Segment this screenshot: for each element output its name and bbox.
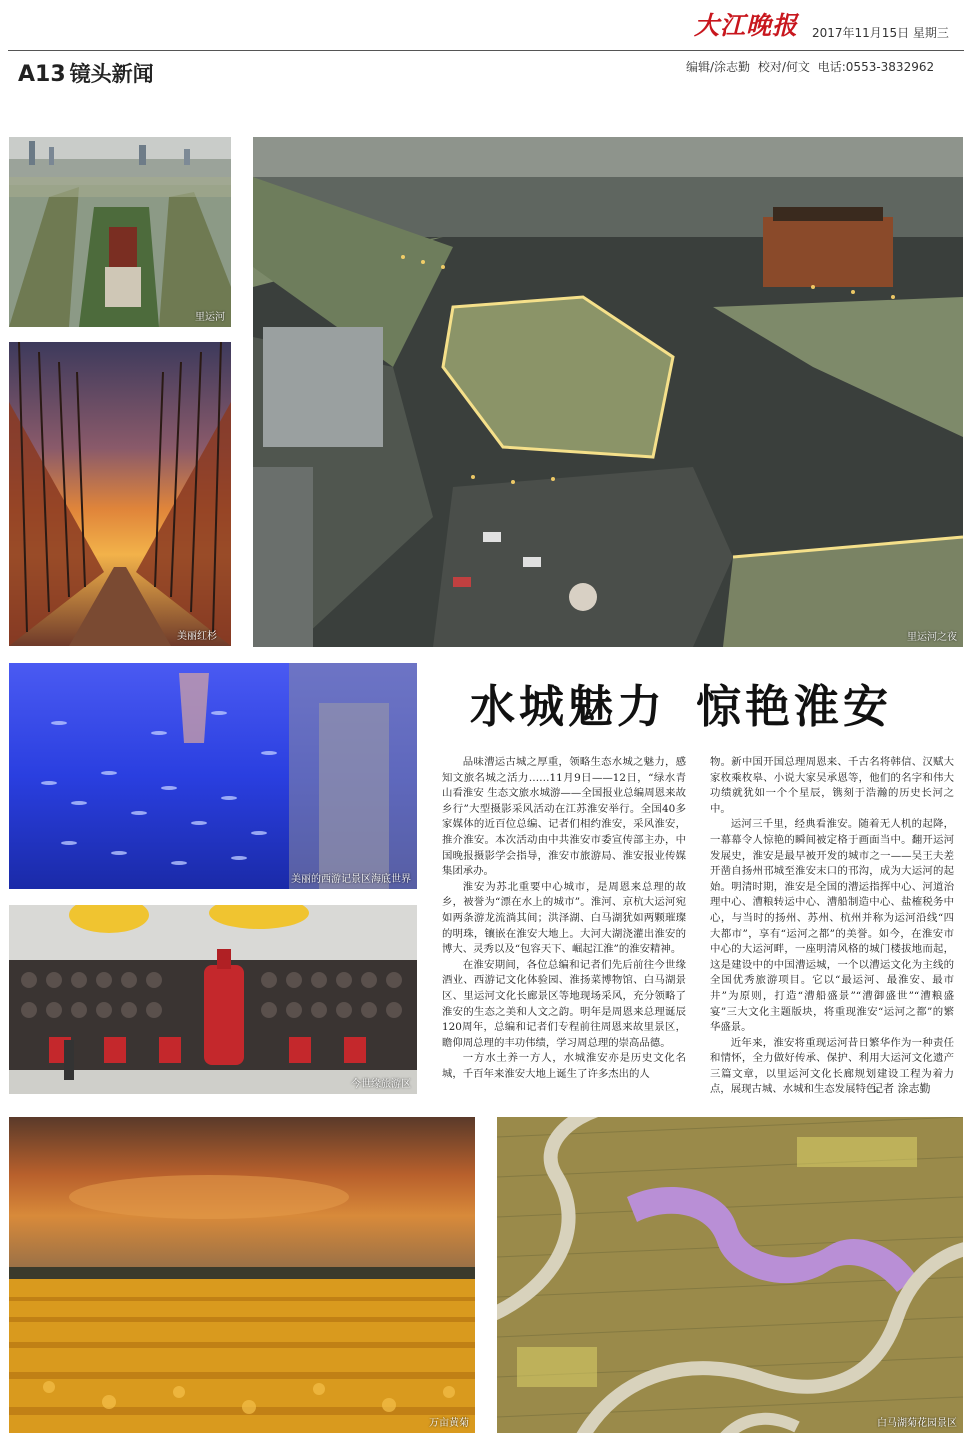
article-paragraph: 淮安为苏北重要中心城市，是周恩来总理的故乡，被誉为“漂在水上的城市”。淮河、京杭大运河宛如两条游龙流淌其间；洪泽湖、白马湖犹如两颗璀璨的明珠，镶嵌在淮安大地上。大河大湖浇灌出淮安的博大、灵秀以及“包容天下、崛起江淮”的淮安精神。: [442, 880, 686, 956]
photo-flower-field: [9, 1117, 475, 1433]
photo-aquarium: [9, 663, 417, 889]
article-paragraph: 物。新中国开国总理周恩来、千古名将韩信、汉赋大家枚乘枚皋、小说大家吴承恩等，他们的名字和伟大功绩就犹如一个个星辰，镌刻于浩瀚的历史长河之中。: [710, 756, 954, 815]
article-paragraph: 运河三千里，经典看淮安。随着无人机的起降，一幕幕令人惊艳的瞬间被定格于画面当中。翻开运河发展史，淮安是最早被开发的城市之一——吴王夫差开凿自扬州邗城至淮安末口的邗沟，成为大运河的起始。明清时期，淮安是全国的漕运指挥中心、河道治理中心、漕粮转运中心、漕船制造中心、盐榷税务中心，与当时的扬州、苏州、杭州并称为运河沿线“四大都市”，享有“运河之都”的美誉。如今，在淮安市中心的大运河畔，一座明清风格的城门楼拔地而起，这是建设中的中国漕运城，一个以漕运文化为主线的全国优秀旅游项目。它以“最运河、最淮安、最市井”为原则，打造“漕船盛景”“漕御盛世”“漕粮盛宴”三大文化主题版块，将重现淮安“运河之都”的繁华盛景。: [710, 818, 954, 1034]
article-paragraph: 品味漕运古城之厚重，领略生态水城之魅力，感知文旅名城之活力……11月9日——12日，“绿水青山看淮安 生态文旅水城游——全国报业总编周恩来故乡行”大型摄影采风活动在江苏淮安举行。全国40多家媒体的近百位总编、记者们相约淮安，采风淮安，推介淮安。本次活动由中共淮安市委宣传部主办，中国晚报摄影学会指导，淮安市旅游局、淮安报业传媒集团承办。: [442, 756, 686, 878]
editor-credit: 编辑/涂志勤: [686, 60, 751, 74]
article-paragraph: 近年来，淮安将重现运河昔日繁华作为一种责任和情怀，全力做好传承、保护、利用大运河文化遗产三篇文章，以里运河文化长廊规划建设工程为着力点，展现古城、水城和生态发展特色。: [710, 1036, 954, 1096]
photo-flower-park: [497, 1117, 963, 1433]
staff-credits: [686, 58, 934, 75]
article-byline: 记者 涂志勤: [872, 1082, 931, 1095]
photo-canal-night: [253, 137, 963, 647]
article-column-2: [710, 755, 954, 1098]
page-number: A13: [18, 62, 66, 87]
headline-part-b: 惊艳淮安: [696, 680, 893, 733]
page-header: [18, 58, 154, 88]
article-paragraph: 在淮安期间，各位总编和记者们先后前往今世缘酒业、西游记文化体验园、淮扬菜博物馆、白马湖景区、里运河文化长廊景区等地现场采风，充分领略了淮安的生态之美和人文之韵。明年是周恩来总理诞辰120周年，总编和记者们专程前往周恩来故里景区，瞻仰周总理的丰功伟绩，学习周总理的崇高品德。: [442, 958, 686, 1049]
article-paragraph: 一方水土养一方人，水城淮安亦是历史文化名城，千百年来淮安大地上诞生了许多杰出的人: [442, 1052, 686, 1080]
section-title: 镜头新闻: [69, 62, 154, 86]
photo-caption: 里运河: [195, 312, 225, 323]
photo-caption: 美丽的西游记景区海底世界: [291, 874, 411, 885]
issue-date: 2017年11月15日 星期三: [812, 26, 949, 40]
headline-part-a: 水城魅力: [470, 680, 667, 733]
article-column-1: [442, 755, 686, 1082]
photo-canal-aerial: [9, 137, 231, 327]
newspaper-logo: 大江晚报: [694, 11, 799, 40]
photo-winery: [9, 905, 417, 1094]
photo-caption: 里运河之夜: [907, 632, 957, 643]
photo-caption: 今世缘旅游区: [351, 1079, 411, 1090]
article-headline: [470, 672, 940, 742]
photo-red-forest: [9, 342, 231, 646]
photo-caption: 万亩黄菊: [429, 1418, 469, 1429]
header-rule: [8, 50, 964, 51]
photo-caption: 美丽红杉: [177, 631, 217, 642]
photo-caption: 白马湖菊花园景区: [877, 1418, 957, 1429]
proofreader-credit: 校对/何文: [757, 60, 810, 74]
phone-number: 电话:0553-3832962: [817, 60, 935, 74]
